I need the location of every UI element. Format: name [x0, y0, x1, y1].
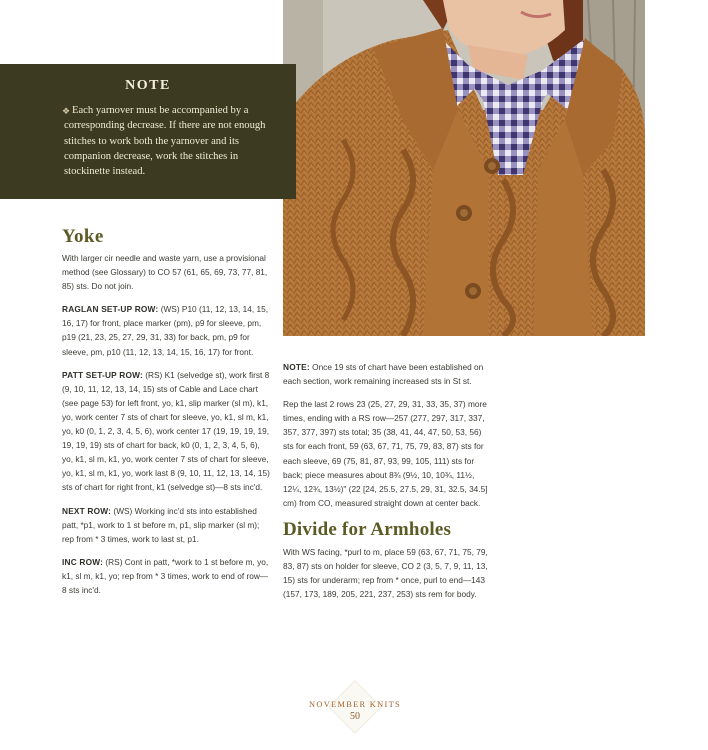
diamond-bullet-icon: ❖: [62, 106, 71, 116]
page-footer: [296, 688, 414, 736]
chart-note-text: Once 19 sts of chart have been established on each section, work remaining increased sts in St st.: [283, 362, 484, 387]
patt-text: (RS) K1 (selvedge st), work first 8 (9, 10, 11, 12, 13, 14, 15) sts of Cable and Lace chart (see page 53) for left front, yo, k1, slip marker (sl m), k1, yo, work center 7 sts of chart for sleeve, yo, k1, sl m, k1, yo, k0 (0, 1, 2, 3, 4, 5, 6), work center 17 (19, 19, 19, 19, 19, 19, 19) sts of chart for back, k0 (0, 1, 2, 3, 4, 5, 6), yo, k1, sl m, k1, yo, work center 7 sts of chart for sleeve, yo, k1, sl m, k1, yo, work last 8 (9, 10, 11, 12, 13, 14, 15) sts of chart for right front, k1 (selvedge st)—8 sts inc'd.: [62, 369, 270, 493]
left-column: [62, 226, 272, 606]
footer-book-title: NOVEMBER KNITS: [309, 700, 401, 709]
next-text: (WS) Working inc'd sts into established patt, *p1, work to 1 st before m, p1, slip marker (sl m); rep from * 3 times, work to last st, p1.: [62, 505, 260, 544]
inc-label: INC ROW:: [62, 556, 104, 567]
note-text: Each yarnover must be accompanied by a corresponding decrease. If there are not enough stitches to work both the yarnover and its companion decrease, work the stitches in stockinette instead.: [64, 105, 266, 178]
divide-heading: Divide for Armholes: [283, 518, 452, 540]
yoke-heading: Yoke: [62, 226, 104, 247]
sweater-photo: [283, 0, 645, 336]
repeat-paragraph: Rep the last 2 rows 23 (25, 27, 29, 31, 33, 35, 37) more times, ending with a RS row—257 (277, 297, 317, 337, 357, 377, 397) sts total; 35 (38, 41, 44, 47, 50, 53, 56) sts for each front, 59 (63, 67, 71, 75, 79, 83, 87) sts for each sleeve, 69 (75, 81, 87, 93, 99, 105, 111) sts for back; piece measures about 8¾ (9½, 10, 10¾, 11½, 12¼, 12¾, 13½)" (22 [24, 25.5, 27.5, 29, 31, 32.5, 34.5] cm) from CO, measured straight down at center back.: [283, 399, 488, 508]
next-row: [62, 504, 272, 546]
right-column: [283, 360, 488, 610]
knitted-cardigan-photo-icon: [283, 0, 645, 336]
chart-note: [283, 360, 488, 388]
next-label: NEXT ROW:: [62, 505, 112, 516]
raglan-label: RAGLAN SET-UP ROW:: [62, 304, 159, 315]
yoke-intro: With larger cir needle and waste yarn, use a provisional method (see Glossary) to CO 57 (61, 65, 69, 73, 77, 81, 85) sts. Do not join.: [62, 253, 268, 292]
inc-text: (RS) Cont in patt, *work to 1 st before m, yo, k1, sl m, k1, yo; rep from * 3 times, work to end of row—8 sts inc'd.: [62, 556, 269, 595]
note-body: [64, 103, 279, 179]
inc-row: [62, 555, 272, 597]
raglan-setup-row: [62, 302, 272, 358]
divide-paragraph: With WS facing, *purl to m, place 59 (63, 67, 71, 75, 79, 83, 87) sts on holder for sleeve, CO 2 (3, 5, 7, 9, 11, 13, 15) sts for underarm; rep from * once, purl to end—143 (157, 173, 189, 205, 221, 237, 253) sts rem for body.: [283, 546, 488, 600]
raglan-text: (WS) P10 (11, 12, 13, 14, 15, 16, 17) for front, place marker (pm), p9 for sleeve, pm, p19 (21, 23, 25, 27, 29, 31, 33) for back, pm, p9 for sleeve, pm, p10 (11, 12, 13, 14, 15, 16, 17) for front.: [62, 304, 269, 357]
chart-note-label: NOTE:: [283, 362, 310, 372]
note-box: [0, 64, 296, 199]
footer-page-number: 50: [350, 711, 360, 722]
patt-label: PATT SET-UP ROW:: [62, 369, 143, 380]
note-title: NOTE: [125, 78, 171, 93]
patt-setup-row: [62, 368, 272, 495]
